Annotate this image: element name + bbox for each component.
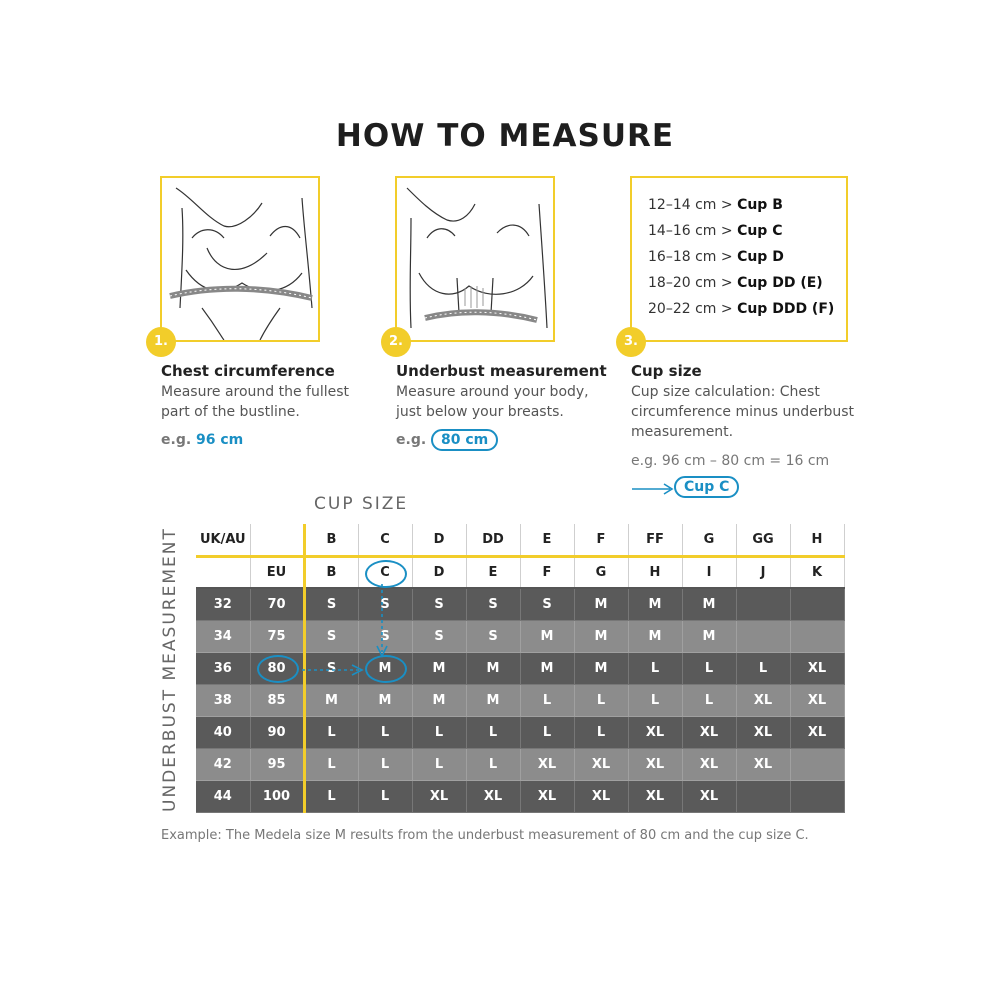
step-1-badge: 1. xyxy=(146,327,176,357)
step-3-description: Cup size calculation: Chest circumference minus underbust measurement. xyxy=(631,384,855,440)
eu-cup: D xyxy=(412,556,466,588)
size-cell: L xyxy=(520,684,574,716)
uk-band: 42 xyxy=(196,748,250,780)
size-cell: M xyxy=(574,652,628,684)
size-cell: L xyxy=(466,716,520,748)
size-cell xyxy=(736,588,790,620)
cup-guide-row: 20–22 cm > Cup DDD (F) xyxy=(648,301,835,317)
step-3-badge: 3. xyxy=(616,327,646,357)
size-cell: S xyxy=(358,588,412,620)
size-cell xyxy=(736,780,790,812)
size-cell: XL xyxy=(736,716,790,748)
table-row xyxy=(196,780,844,812)
cup-guide-list xyxy=(648,192,846,322)
uk-cup: FF xyxy=(628,524,682,556)
chest-value: 96 cm xyxy=(196,432,244,448)
uk-band: 40 xyxy=(196,716,250,748)
eu-cup: F xyxy=(520,556,574,588)
uk-cup: D xyxy=(412,524,466,556)
eu-cup-highlighted: C xyxy=(358,556,412,588)
size-cell: XL xyxy=(628,780,682,812)
size-cell: M xyxy=(520,620,574,652)
arrow-right-icon xyxy=(630,482,680,496)
cup-guide-row: 12–14 cm > Cup B xyxy=(648,197,783,213)
cup-size-label: CUP SIZE xyxy=(314,494,409,514)
eu-cup: H xyxy=(628,556,682,588)
size-cell: L xyxy=(358,780,412,812)
size-cell xyxy=(790,620,844,652)
size-cell: M xyxy=(682,588,736,620)
eu-band-highlighted: 80 xyxy=(250,652,304,684)
size-cell: S xyxy=(466,588,520,620)
step-2-badge: 2. xyxy=(381,327,411,357)
underbust-value: 80 cm xyxy=(431,429,498,451)
uk-cup: F xyxy=(574,524,628,556)
size-cell: L xyxy=(358,748,412,780)
size-cell: XL xyxy=(790,684,844,716)
size-cell: XL xyxy=(790,652,844,684)
size-cell: XL xyxy=(412,780,466,812)
size-cell-highlighted: M xyxy=(358,652,412,684)
page-title: HOW TO MEASURE xyxy=(335,118,675,154)
eu-band: 75 xyxy=(250,620,304,652)
cup-guide-row: 18–20 cm > Cup DD (E) xyxy=(648,275,823,291)
size-cell: M xyxy=(682,620,736,652)
size-cell: M xyxy=(466,652,520,684)
size-cell: S xyxy=(466,620,520,652)
uk-cup-header-row xyxy=(196,524,844,556)
size-cell: L xyxy=(304,748,358,780)
size-cell: L xyxy=(682,652,736,684)
size-cell: M xyxy=(574,620,628,652)
table-row xyxy=(196,748,844,780)
table-row xyxy=(196,716,844,748)
uk-band: 34 xyxy=(196,620,250,652)
uk-band: 44 xyxy=(196,780,250,812)
step-2-example-prefix: e.g. xyxy=(396,432,427,448)
uk-cup: E xyxy=(520,524,574,556)
size-cell: L xyxy=(412,716,466,748)
size-cell: M xyxy=(628,588,682,620)
corner-blank xyxy=(250,524,304,556)
size-cell: XL xyxy=(790,716,844,748)
size-cell: XL xyxy=(628,716,682,748)
size-cell: XL xyxy=(520,748,574,780)
size-cell: L xyxy=(358,716,412,748)
uk-cup: GG xyxy=(736,524,790,556)
size-cell: S xyxy=(412,620,466,652)
eu-cup: E xyxy=(466,556,520,588)
size-cell: XL xyxy=(736,748,790,780)
size-cell: XL xyxy=(628,748,682,780)
size-cell: L xyxy=(736,652,790,684)
eu-band: 70 xyxy=(250,588,304,620)
size-cell: S xyxy=(304,588,358,620)
eu-cup: G xyxy=(574,556,628,588)
step-1-example xyxy=(161,432,243,448)
cup-guide-box xyxy=(630,176,848,342)
size-cell: L xyxy=(682,684,736,716)
size-cell: XL xyxy=(574,748,628,780)
size-cell: S xyxy=(520,588,574,620)
eu-cup: B xyxy=(304,556,358,588)
eu-cup: J xyxy=(736,556,790,588)
eu-band: 100 xyxy=(250,780,304,812)
uk-band: 32 xyxy=(196,588,250,620)
size-cell: M xyxy=(412,652,466,684)
size-cell: M xyxy=(466,684,520,716)
size-cell xyxy=(790,588,844,620)
eu-band: 90 xyxy=(250,716,304,748)
size-cell: M xyxy=(304,684,358,716)
size-cell xyxy=(790,748,844,780)
size-cell: M xyxy=(574,588,628,620)
size-cell: M xyxy=(412,684,466,716)
size-cell: L xyxy=(304,780,358,812)
example-note: Example: The Medela size M results from the underbust measurement of 80 cm and the cup size C. xyxy=(161,828,809,843)
size-cell: XL xyxy=(682,780,736,812)
step-3-example: e.g. 96 cm – 80 cm = 16 cm xyxy=(631,453,830,469)
size-cell: M xyxy=(358,684,412,716)
step-2-example xyxy=(396,432,498,448)
uk-cup: H xyxy=(790,524,844,556)
size-cell: XL xyxy=(574,780,628,812)
cup-guide-row: 16–18 cm > Cup D xyxy=(648,249,784,265)
size-cell xyxy=(790,780,844,812)
uk-cup: B xyxy=(304,524,358,556)
size-cell: M xyxy=(520,652,574,684)
uk-band: 38 xyxy=(196,684,250,716)
size-cell: L xyxy=(466,748,520,780)
size-cell: L xyxy=(628,652,682,684)
size-cell: L xyxy=(574,684,628,716)
uk-cup: DD xyxy=(466,524,520,556)
guide-arrows xyxy=(270,584,410,694)
size-cell: S xyxy=(304,652,358,684)
step-1-example-prefix: e.g. xyxy=(161,432,192,448)
size-cell: M xyxy=(628,620,682,652)
size-cell: S xyxy=(358,620,412,652)
eu-band: 85 xyxy=(250,684,304,716)
corner-blank xyxy=(196,556,250,588)
eu-cup: K xyxy=(790,556,844,588)
corner-uk: UK/AU xyxy=(196,524,250,556)
size-cell: L xyxy=(304,716,358,748)
step-1-heading: Chest circumference xyxy=(161,362,335,380)
underbust-illustration xyxy=(395,176,555,342)
uk-cup: C xyxy=(358,524,412,556)
size-cell: XL xyxy=(682,748,736,780)
corner-eu: EU xyxy=(250,556,304,588)
step-3-heading: Cup size xyxy=(631,362,702,380)
size-cell: L xyxy=(520,716,574,748)
cup-result xyxy=(674,479,739,495)
size-cell: L xyxy=(574,716,628,748)
eu-band: 95 xyxy=(250,748,304,780)
size-cell: XL xyxy=(682,716,736,748)
step-1-description: Measure around the fullest part of the bustline. xyxy=(161,384,350,420)
uk-cup: G xyxy=(682,524,736,556)
size-cell: XL xyxy=(736,684,790,716)
step-2-heading: Underbust measurement xyxy=(396,362,607,380)
size-cell: L xyxy=(412,748,466,780)
chest-illustration xyxy=(160,176,320,342)
underbust-measure-drawing xyxy=(397,178,553,340)
size-cell xyxy=(736,620,790,652)
uk-band: 36 xyxy=(196,652,250,684)
size-cell: L xyxy=(628,684,682,716)
size-cell: S xyxy=(412,588,466,620)
size-cell: S xyxy=(304,620,358,652)
chest-measure-drawing xyxy=(162,178,318,340)
underbust-measurement-label: UNDERBUST MEASUREMENT xyxy=(160,527,180,812)
size-cell: XL xyxy=(520,780,574,812)
size-cell: XL xyxy=(466,780,520,812)
cup-guide-row: 14–16 cm > Cup C xyxy=(648,223,783,239)
cup-result-value: Cup C xyxy=(674,476,739,498)
eu-cup: I xyxy=(682,556,736,588)
step-2-description: Measure around your body, just below your breasts. xyxy=(396,384,589,420)
